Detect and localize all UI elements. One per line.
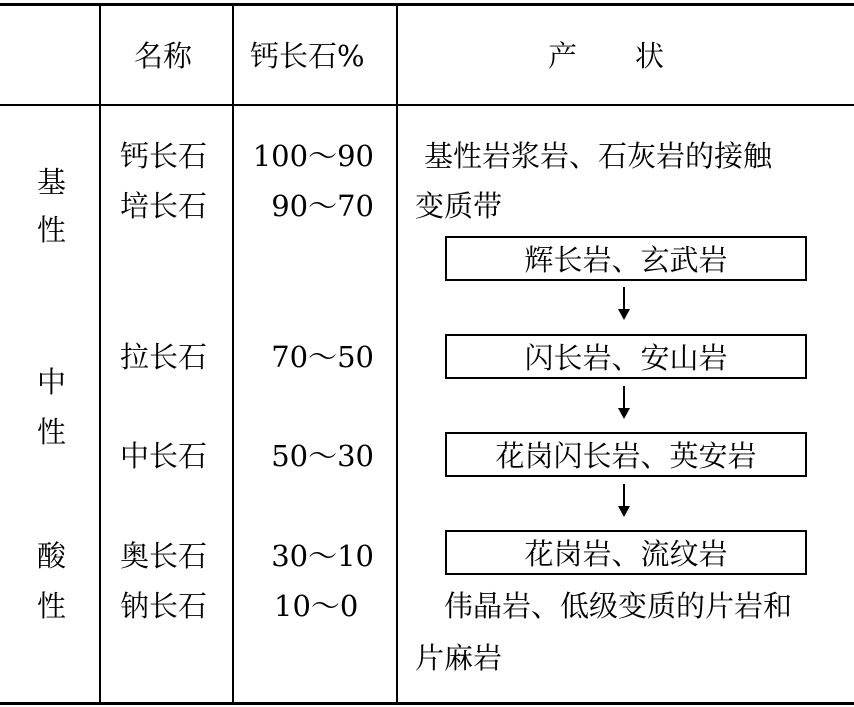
anorthite-percent: 100～90 <box>252 139 374 173</box>
category-acidic-char-2: 性 <box>37 589 67 623</box>
anorthite-percent: 90～70 <box>271 189 374 223</box>
rock-box-granodiorite: 花岗闪长岩、英安岩 <box>445 432 807 477</box>
column-divider-2 <box>232 3 234 705</box>
header-name: 名称 <box>134 39 193 73</box>
mineral-name: 钠长石 <box>120 589 208 623</box>
mineral-name: 中长石 <box>120 439 208 473</box>
category-acidic-char-1: 酸 <box>37 539 67 573</box>
rock-box-granite: 花岗岩、流纹岩 <box>445 530 807 575</box>
mineral-name: 拉长石 <box>120 340 208 374</box>
rock-box-diorite: 闪长岩、安山岩 <box>445 334 807 379</box>
table-top-border <box>0 3 854 6</box>
occurrence-bottom-line-2: 片麻岩 <box>415 641 503 675</box>
arrow-down-icon <box>614 287 634 321</box>
category-intermediate-char-1: 中 <box>37 365 67 399</box>
category-intermediate-char-2: 性 <box>37 415 67 449</box>
anorthite-percent: 30～10 <box>271 539 374 573</box>
arrow-down-icon <box>614 386 634 420</box>
category-basic-char-1: 基 <box>37 165 67 199</box>
anorthite-percent: 70～50 <box>271 340 374 374</box>
table-bottom-border <box>0 702 854 705</box>
anorthite-percent: 50～30 <box>271 439 374 473</box>
mineral-name: 钙长石 <box>120 139 208 173</box>
header-bottom-border <box>0 104 854 106</box>
category-basic-char-2: 性 <box>37 213 67 247</box>
occurrence-top-line-1: 基性岩浆岩、石灰岩的接触 <box>424 139 773 173</box>
column-divider-1 <box>99 3 101 705</box>
header-percent: 钙长石% <box>250 39 365 73</box>
mineral-name: 培长石 <box>120 189 208 223</box>
occurrence-bottom-line-1: 伟晶岩、低级变质的片岩和 <box>444 589 793 623</box>
anorthite-percent: 10～0 <box>274 589 359 623</box>
column-divider-3 <box>396 3 398 705</box>
rock-box-gabbro: 辉长岩、玄武岩 <box>445 236 807 281</box>
arrow-down-icon <box>614 484 634 518</box>
mineral-name: 奥长石 <box>120 539 208 573</box>
occurrence-top-line-2: 变质带 <box>415 189 503 223</box>
header-occurrence: 产 状 <box>548 39 665 73</box>
